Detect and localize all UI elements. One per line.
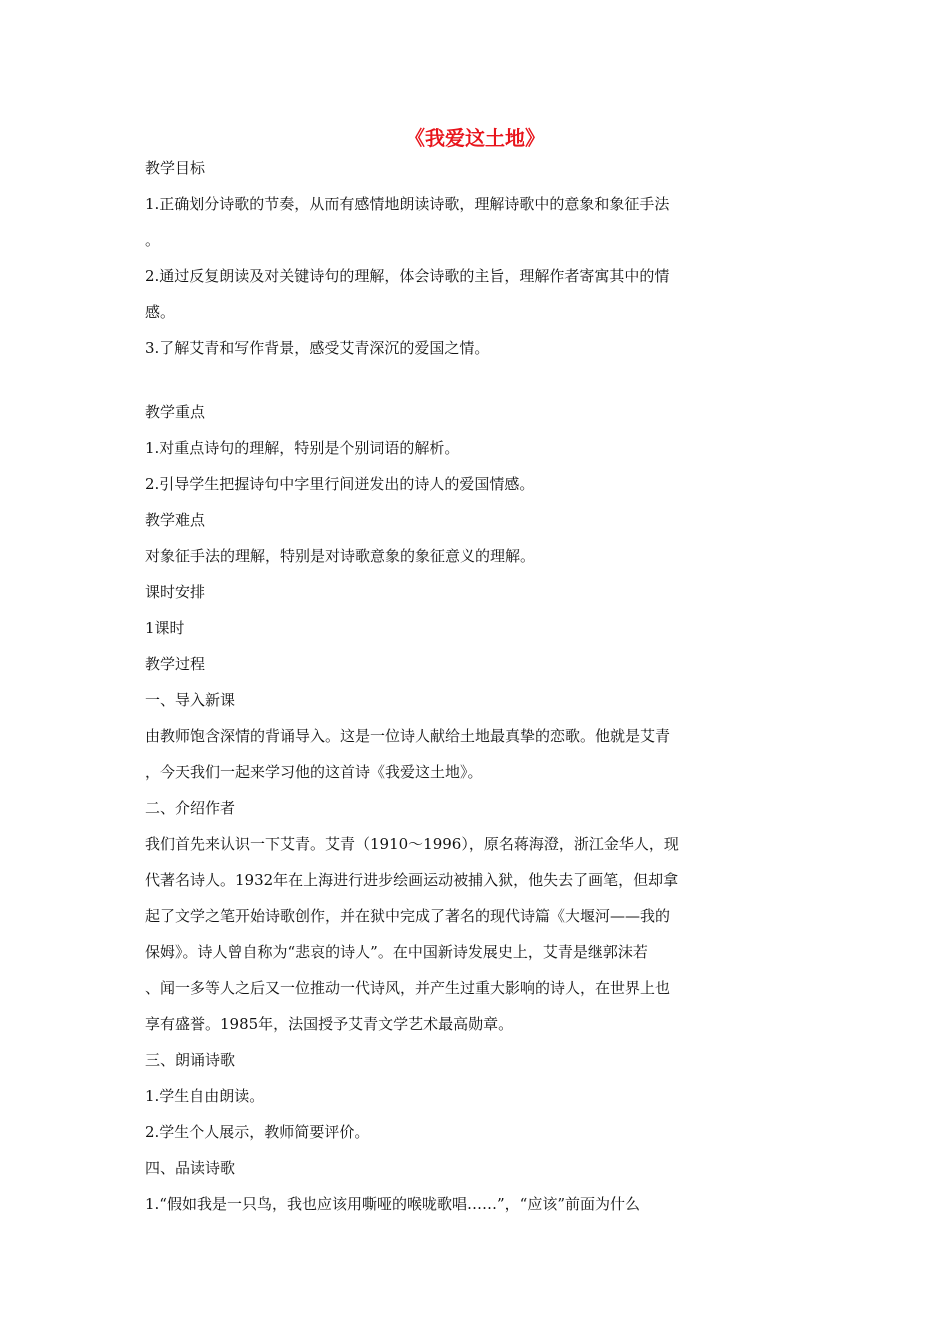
paragraph-line: 。 bbox=[145, 231, 161, 249]
paragraph-line: 1.正确划分诗歌的节奏，从而有感情地朗读诗歌，理解诗歌中的意象和象征手法 bbox=[145, 195, 670, 213]
paragraph-line: 2.通过反复朗读及对关键诗句的理解，体会诗歌的主旨，理解作者寄寓其中的情 bbox=[145, 267, 670, 285]
document-body bbox=[145, 150, 737, 1222]
heading-key-points: 教学重点 bbox=[145, 403, 206, 421]
paragraph-line: 代著名诗人。1932年在上海进行进步绘画运动被捕入狱，他失去了画笔，但却拿 bbox=[145, 871, 679, 889]
paragraph-line: 对象征手法的理解，特别是对诗歌意象的象征意义的理解。 bbox=[145, 547, 536, 565]
heading-difficulties: 教学难点 bbox=[145, 511, 206, 529]
paragraph-line: 1.学生自由朗读。 bbox=[145, 1087, 265, 1105]
paragraph-line: 1.对重点诗句的理解，特别是个别词语的解析。 bbox=[145, 439, 460, 457]
blank-line bbox=[145, 366, 737, 394]
paragraph-line: 我们首先来认识一下艾青。艾青（1910～1996），原名蒋海澄，浙江金华人，现 bbox=[145, 835, 679, 853]
paragraph-line: 2.引导学生把握诗句中字里行间迸发出的诗人的爱国情感。 bbox=[145, 475, 535, 493]
heading-objectives: 教学目标 bbox=[145, 159, 206, 177]
paragraph-line: 起了文学之笔开始诗歌创作，并在狱中完成了著名的现代诗篇《大堰河——我的 bbox=[145, 907, 671, 925]
paragraph-line: ，今天我们一起来学习他的这首诗《我爱这土地》。 bbox=[145, 763, 483, 781]
section-heading: 三、朗诵诗歌 bbox=[145, 1051, 236, 1069]
paragraph-line: 2.学生个人展示，教师简要评价。 bbox=[145, 1123, 370, 1141]
document-title: 《我爱这土地》 bbox=[405, 126, 545, 150]
paragraph-line: 1.“假如我是一只鸟，我也应该用嘶哑的喉咙歌唱……”，“应该”前面为什么 bbox=[145, 1195, 640, 1213]
paragraph-line: 由教师饱含深情的背诵导入。这是一位诗人献给土地最真挚的恋歌。他就是艾青 bbox=[145, 727, 671, 745]
section-heading: 四、品读诗歌 bbox=[145, 1159, 236, 1177]
paragraph-line: 享有盛誉。1985年，法国授予艾青文学艺术最高勋章。 bbox=[145, 1015, 514, 1033]
paragraph-line: 保姆》。诗人曾自称为“悲哀的诗人”。在中国新诗发展史上，艾青是继郭沫若 bbox=[145, 943, 648, 961]
heading-process: 教学过程 bbox=[145, 655, 206, 673]
paragraph-line: 3.了解艾青和写作背景，感受艾青深沉的爱国之情。 bbox=[145, 339, 490, 357]
paragraph-line: 、闻一多等人之后又一位推动一代诗风，并产生过重大影响的诗人，在世界上也 bbox=[145, 979, 671, 997]
heading-schedule: 课时安排 bbox=[145, 583, 206, 601]
section-heading: 二、介绍作者 bbox=[145, 799, 236, 817]
section-heading: 一、导入新课 bbox=[145, 691, 236, 709]
paragraph-line: 感。 bbox=[145, 303, 176, 321]
paragraph-line: 1课时 bbox=[145, 619, 185, 637]
